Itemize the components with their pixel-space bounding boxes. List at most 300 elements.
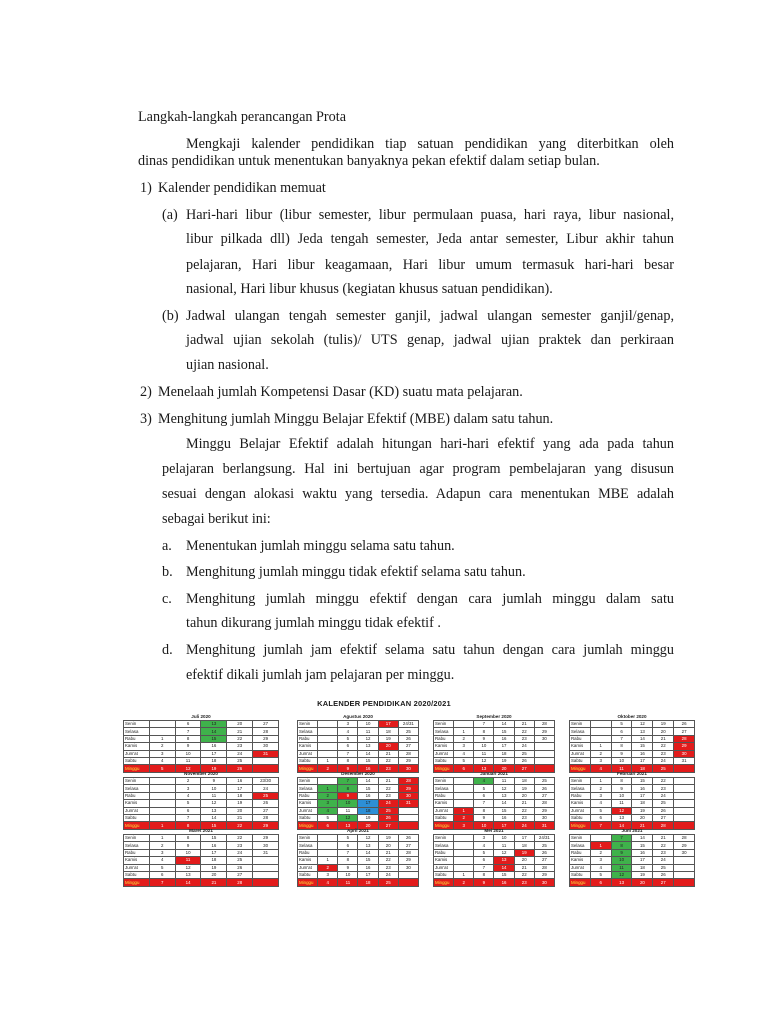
date-cell: 7 bbox=[175, 814, 201, 821]
step-a-marker: a. bbox=[162, 538, 172, 554]
date-cell: 11 bbox=[338, 807, 358, 814]
date-cell: 6 bbox=[175, 721, 201, 728]
date-cell: 28 bbox=[253, 814, 279, 821]
date-cell: 11 bbox=[175, 857, 201, 864]
date-cell: 14 bbox=[358, 778, 378, 785]
date-cell: 21 bbox=[653, 835, 674, 842]
date-cell: 24 bbox=[253, 785, 279, 792]
calendar-week-row bbox=[434, 800, 555, 807]
calendar-month bbox=[123, 714, 279, 773]
date-cell: 3 bbox=[318, 800, 338, 807]
date-cell: 23 bbox=[378, 864, 398, 871]
month-name: Mei 2021 bbox=[484, 828, 504, 833]
day-name: Sabtu bbox=[298, 871, 318, 878]
date-cell: 26 bbox=[534, 785, 554, 792]
date-cell: 12 bbox=[358, 835, 378, 842]
date-cell: 19 bbox=[514, 785, 534, 792]
day-name: Selasa bbox=[434, 842, 454, 849]
date-cell: 22 bbox=[653, 778, 674, 785]
day-name: Selasa bbox=[570, 785, 591, 792]
date-cell: 6 bbox=[318, 822, 338, 829]
date-cell: 25 bbox=[227, 757, 253, 764]
calendar-week-row bbox=[124, 807, 279, 814]
date-cell: 11 bbox=[494, 842, 514, 849]
calendar-week-row bbox=[298, 857, 419, 864]
item-1a-marker: (a) bbox=[162, 207, 178, 223]
date-cell: 6 bbox=[611, 728, 632, 735]
date-cell: 14 bbox=[494, 864, 514, 871]
date-cell: 11 bbox=[611, 864, 632, 871]
date-cell: 19 bbox=[494, 757, 514, 764]
date-cell: 13 bbox=[175, 871, 201, 878]
date-cell: 9 bbox=[175, 842, 201, 849]
date-cell: 17 bbox=[227, 785, 253, 792]
date-cell: 9 bbox=[474, 814, 494, 821]
date-cell: 16 bbox=[494, 814, 514, 821]
date-cell: 9 bbox=[611, 785, 632, 792]
date-cell: 25 bbox=[398, 728, 418, 735]
day-name: Sabtu bbox=[434, 871, 454, 878]
item-1b-marker: (b) bbox=[162, 308, 179, 324]
date-cell: 15 bbox=[494, 871, 514, 878]
calendar-week-row bbox=[434, 728, 555, 735]
date-cell: 4 bbox=[474, 778, 494, 785]
date-cell: 8 bbox=[611, 778, 632, 785]
day-name: Jum'at bbox=[570, 750, 591, 757]
date-cell: 26 bbox=[253, 800, 279, 807]
date-cell bbox=[398, 871, 418, 878]
date-cell: 27 bbox=[253, 721, 279, 728]
date-cell: 15 bbox=[632, 778, 653, 785]
date-cell: 19 bbox=[378, 835, 398, 842]
date-cell: 15 bbox=[632, 842, 653, 849]
calendar-week-row bbox=[434, 814, 555, 821]
date-cell: 15 bbox=[632, 743, 653, 750]
date-cell: 9 bbox=[201, 778, 227, 785]
date-cell: 22 bbox=[378, 757, 398, 764]
date-cell: 29 bbox=[674, 743, 695, 750]
day-name: Selasa bbox=[124, 728, 150, 735]
day-name: Sabtu bbox=[434, 814, 454, 821]
month-name: September 2020 bbox=[476, 714, 512, 719]
date-cell: 7 bbox=[590, 822, 611, 829]
date-cell bbox=[590, 735, 611, 742]
date-cell: 11 bbox=[175, 757, 201, 764]
date-cell: 11 bbox=[611, 765, 632, 772]
date-cell: 25 bbox=[378, 807, 398, 814]
date-cell bbox=[318, 728, 338, 735]
date-cell bbox=[454, 835, 474, 842]
date-cell: 17 bbox=[632, 792, 653, 799]
date-cell: 22 bbox=[514, 871, 534, 878]
calendar-month bbox=[123, 771, 279, 830]
date-cell: 19 bbox=[201, 864, 227, 871]
date-cell: 4 bbox=[175, 792, 201, 799]
date-cell bbox=[318, 735, 338, 742]
date-cell: 12 bbox=[175, 765, 201, 772]
day-name: Kamis bbox=[124, 857, 150, 864]
date-cell: 22 bbox=[378, 857, 398, 864]
date-cell: 3 bbox=[454, 743, 474, 750]
step-d-marker: d. bbox=[162, 642, 173, 658]
date-cell: 27 bbox=[534, 857, 554, 864]
day-name: Minggu bbox=[570, 822, 591, 829]
day-name: Kamis bbox=[298, 743, 318, 750]
date-cell bbox=[149, 800, 175, 807]
date-cell bbox=[318, 849, 338, 856]
date-cell: 30 bbox=[253, 842, 279, 849]
date-cell: 30 bbox=[253, 743, 279, 750]
item-1a-line-1: Hari-hari libur (libur semester, libur permulaan puasa, hari raya, libur nasional, bbox=[186, 207, 674, 223]
calendar-week-row bbox=[124, 842, 279, 849]
day-name: Selasa bbox=[570, 728, 591, 735]
item-3-para-line-2: pelajaran berlangsung. Hal ini bertujuan agar program pembelajaran yang disusun bbox=[162, 461, 674, 477]
date-cell: 1 bbox=[590, 842, 611, 849]
date-cell: 3 bbox=[149, 849, 175, 856]
day-name: Rabu bbox=[434, 792, 454, 799]
calendar-week-row bbox=[570, 728, 695, 735]
date-cell: 29 bbox=[398, 785, 418, 792]
date-cell bbox=[674, 807, 695, 814]
calendar-week-row bbox=[570, 785, 695, 792]
date-cell: 12 bbox=[201, 800, 227, 807]
date-cell: 17 bbox=[494, 743, 514, 750]
date-cell: 26 bbox=[514, 757, 534, 764]
date-cell: 23 bbox=[653, 849, 674, 856]
item-1b-line-2: jadwal ujian sekolah (tulis)/ UTS genap, jadwal ujian praktek dan perkiraan bbox=[186, 332, 674, 348]
date-cell: 10 bbox=[175, 750, 201, 757]
calendar-week-row bbox=[570, 735, 695, 742]
date-cell: 20 bbox=[632, 814, 653, 821]
day-name: Jum'at bbox=[434, 864, 454, 871]
date-cell: 24 bbox=[514, 822, 534, 829]
date-cell: 26 bbox=[227, 765, 253, 772]
date-cell: 14 bbox=[632, 735, 653, 742]
date-cell: 3 bbox=[338, 721, 358, 728]
month-name: Desember 2020 bbox=[341, 771, 375, 776]
date-cell: 1 bbox=[590, 778, 611, 785]
date-cell: 23 bbox=[653, 750, 674, 757]
date-cell: 1 bbox=[590, 743, 611, 750]
intro-line-2: dinas pendidikan untuk menentukan banyaknya pekan efektif dalam setiap bulan. bbox=[138, 153, 600, 169]
date-cell: 12 bbox=[358, 735, 378, 742]
day-name: Senin bbox=[434, 721, 454, 728]
date-cell: 19 bbox=[378, 735, 398, 742]
calendar-week-row bbox=[124, 735, 279, 742]
date-cell: 28 bbox=[398, 778, 418, 785]
date-cell: 1 bbox=[149, 835, 175, 842]
date-cell: 28 bbox=[534, 721, 554, 728]
date-cell: 5 bbox=[611, 721, 632, 728]
date-cell: 21 bbox=[378, 750, 398, 757]
day-name: Rabu bbox=[570, 792, 591, 799]
calendar-week-row bbox=[124, 879, 279, 886]
date-cell: 10 bbox=[201, 785, 227, 792]
calendar-week-row bbox=[124, 814, 279, 821]
date-cell: 28 bbox=[534, 800, 554, 807]
date-cell: 15 bbox=[494, 728, 514, 735]
date-cell: 29 bbox=[674, 842, 695, 849]
item-3-para-line-1: Minggu Belajar Efektif adalah hitungan hari-hari efektif yang ada pada tahun bbox=[186, 436, 674, 452]
date-cell: 10 bbox=[338, 871, 358, 878]
date-cell: 26 bbox=[653, 871, 674, 878]
item-2-number: 2) bbox=[140, 384, 152, 400]
calendar-week-row bbox=[570, 800, 695, 807]
date-cell: 2 bbox=[175, 778, 201, 785]
date-cell: 24 bbox=[378, 800, 398, 807]
date-cell: 23 bbox=[514, 879, 534, 886]
date-cell: 20 bbox=[358, 822, 378, 829]
day-name: Sabtu bbox=[570, 871, 591, 878]
date-cell: 29 bbox=[534, 728, 554, 735]
date-cell: 3 bbox=[318, 871, 338, 878]
day-name: Jum'at bbox=[434, 750, 454, 757]
date-cell: 19 bbox=[227, 800, 253, 807]
date-cell: 18 bbox=[632, 765, 653, 772]
date-cell: 29 bbox=[253, 735, 279, 742]
calendar-week-row bbox=[298, 807, 419, 814]
calendar-week-row bbox=[124, 728, 279, 735]
calendar-week-row bbox=[570, 750, 695, 757]
day-name: Kamis bbox=[570, 743, 591, 750]
date-cell: 24 bbox=[514, 743, 534, 750]
date-cell bbox=[674, 778, 695, 785]
date-cell: 16 bbox=[632, 785, 653, 792]
date-cell: 13 bbox=[494, 792, 514, 799]
date-cell: 22 bbox=[227, 822, 253, 829]
date-cell: 7 bbox=[175, 728, 201, 735]
date-cell: 6 bbox=[474, 792, 494, 799]
date-cell: 25 bbox=[227, 857, 253, 864]
date-cell: 25 bbox=[378, 879, 398, 886]
date-cell: 27 bbox=[253, 807, 279, 814]
calendar-week-row bbox=[298, 728, 419, 735]
date-cell: 8 bbox=[175, 735, 201, 742]
date-cell: 5 bbox=[474, 849, 494, 856]
item-1b-line-3: ujian nasional. bbox=[186, 357, 269, 373]
date-cell: 5 bbox=[590, 807, 611, 814]
date-cell: 18 bbox=[514, 778, 534, 785]
date-cell: 22 bbox=[378, 785, 398, 792]
date-cell bbox=[454, 785, 474, 792]
calendar-month bbox=[297, 714, 419, 773]
date-cell: 14 bbox=[358, 849, 378, 856]
date-cell: 4 bbox=[338, 728, 358, 735]
date-cell: 11 bbox=[611, 800, 632, 807]
date-cell: 25 bbox=[653, 864, 674, 871]
calendar-week-row bbox=[124, 743, 279, 750]
day-name: Kamis bbox=[434, 800, 454, 807]
date-cell: 28 bbox=[227, 879, 253, 886]
date-cell: 23 bbox=[378, 765, 398, 772]
date-cell: 8 bbox=[611, 842, 632, 849]
date-cell: 12 bbox=[611, 807, 632, 814]
calendar-week-row bbox=[124, 864, 279, 871]
date-cell: 7 bbox=[338, 778, 358, 785]
calendar-week-row bbox=[570, 842, 695, 849]
date-cell: 26 bbox=[398, 735, 418, 742]
date-cell bbox=[454, 842, 474, 849]
date-cell: 31 bbox=[253, 750, 279, 757]
date-cell: 20 bbox=[514, 857, 534, 864]
date-cell: 20 bbox=[201, 871, 227, 878]
step-b-line-1: Menghitung jumlah minggu tidak efektif selama satu tahun. bbox=[186, 564, 526, 580]
date-cell: 25 bbox=[534, 842, 554, 849]
intro-line-1: Mengkaji kalender pendidikan tiap satuan pendidikan yang diterbitkan oleh bbox=[186, 136, 674, 152]
day-name: Minggu bbox=[124, 879, 150, 886]
date-cell: 27 bbox=[398, 842, 418, 849]
date-cell: 28 bbox=[653, 822, 674, 829]
date-cell: 9 bbox=[474, 735, 494, 742]
date-cell bbox=[253, 871, 279, 878]
date-cell: 6 bbox=[338, 743, 358, 750]
calendar-week-row bbox=[124, 721, 279, 728]
calendar-week-row bbox=[124, 750, 279, 757]
date-cell: 11 bbox=[201, 792, 227, 799]
date-cell: 18 bbox=[358, 879, 378, 886]
day-name: Selasa bbox=[570, 842, 591, 849]
date-cell: 24 bbox=[653, 792, 674, 799]
date-cell: 4 bbox=[149, 857, 175, 864]
date-cell: 7 bbox=[474, 864, 494, 871]
day-name: Kamis bbox=[298, 800, 318, 807]
date-cell bbox=[318, 778, 338, 785]
calendar-week-row bbox=[298, 750, 419, 757]
date-cell: 30 bbox=[674, 750, 695, 757]
calendar-week-row bbox=[570, 778, 695, 785]
date-cell: 8 bbox=[175, 822, 201, 829]
date-cell: 14 bbox=[201, 728, 227, 735]
date-cell: 6 bbox=[474, 857, 494, 864]
day-name: Jum'at bbox=[124, 864, 150, 871]
date-cell: 1 bbox=[318, 785, 338, 792]
date-cell bbox=[534, 757, 554, 764]
item-1-text: Kalender pendidikan memuat bbox=[158, 180, 326, 196]
calendar-week-row bbox=[124, 785, 279, 792]
date-cell: 13 bbox=[358, 743, 378, 750]
date-cell bbox=[674, 792, 695, 799]
date-cell: 8 bbox=[338, 857, 358, 864]
day-name: Selasa bbox=[298, 842, 318, 849]
date-cell: 6 bbox=[149, 871, 175, 878]
date-cell: 16 bbox=[358, 792, 378, 799]
date-cell: 10 bbox=[494, 835, 514, 842]
date-cell: 26 bbox=[398, 835, 418, 842]
date-cell: 10 bbox=[474, 822, 494, 829]
date-cell: 28 bbox=[398, 750, 418, 757]
date-cell: 5 bbox=[338, 835, 358, 842]
date-cell bbox=[398, 814, 418, 821]
date-cell: 30 bbox=[534, 879, 554, 886]
date-cell: 28 bbox=[534, 864, 554, 871]
day-name: Selasa bbox=[298, 728, 318, 735]
date-cell: 14 bbox=[494, 800, 514, 807]
day-name: Kamis bbox=[570, 800, 591, 807]
date-cell: 20 bbox=[653, 728, 674, 735]
date-cell bbox=[674, 785, 695, 792]
date-cell: 15 bbox=[494, 807, 514, 814]
date-cell: 18 bbox=[201, 757, 227, 764]
date-cell: 15 bbox=[358, 757, 378, 764]
date-cell: 4 bbox=[590, 765, 611, 772]
day-name: Rabu bbox=[124, 849, 150, 856]
date-cell: 1 bbox=[454, 728, 474, 735]
date-cell: 26 bbox=[378, 814, 398, 821]
date-cell: 17 bbox=[201, 750, 227, 757]
day-name: Kamis bbox=[124, 743, 150, 750]
date-cell: 12 bbox=[338, 814, 358, 821]
day-name: Minggu bbox=[124, 765, 150, 772]
item-3-para-line-3: sesuai dengan alokasi waktu yang tersedia. Adapun cara menentukan MBE adalah bbox=[162, 486, 674, 502]
date-cell: 18 bbox=[378, 728, 398, 735]
date-cell bbox=[318, 750, 338, 757]
day-name: Minggu bbox=[570, 765, 591, 772]
calendar-month bbox=[569, 714, 695, 773]
item-1-number: 1) bbox=[140, 180, 152, 196]
date-cell: 2 bbox=[318, 765, 338, 772]
calendar-week-row bbox=[298, 842, 419, 849]
date-cell: 17 bbox=[201, 849, 227, 856]
date-cell: 21 bbox=[653, 735, 674, 742]
calendar-month bbox=[569, 828, 695, 887]
date-cell: 13 bbox=[358, 842, 378, 849]
date-cell: 17 bbox=[514, 835, 534, 842]
date-cell: 19 bbox=[201, 765, 227, 772]
date-cell bbox=[454, 778, 474, 785]
date-cell: 16 bbox=[358, 765, 378, 772]
date-cell bbox=[318, 835, 338, 842]
day-name: Minggu bbox=[124, 822, 150, 829]
date-cell: 13 bbox=[611, 814, 632, 821]
date-cell: 21 bbox=[378, 778, 398, 785]
date-cell: 28 bbox=[674, 835, 695, 842]
day-name: Sabtu bbox=[124, 814, 150, 821]
calendar-week-row bbox=[298, 743, 419, 750]
date-cell: 15 bbox=[358, 857, 378, 864]
date-cell: 13 bbox=[474, 765, 494, 772]
date-cell: 22 bbox=[514, 807, 534, 814]
calendar-week-row bbox=[298, 721, 419, 728]
day-name: Sabtu bbox=[298, 814, 318, 821]
date-cell bbox=[398, 807, 418, 814]
calendar-week-row bbox=[434, 842, 555, 849]
date-cell bbox=[318, 721, 338, 728]
date-cell: 18 bbox=[358, 807, 378, 814]
calendar-month bbox=[433, 714, 555, 773]
date-cell: 24 bbox=[378, 871, 398, 878]
date-cell: 21 bbox=[632, 822, 653, 829]
page-heading: Langkah-langkah perancangan Prota bbox=[138, 109, 346, 125]
date-cell: 20 bbox=[378, 743, 398, 750]
date-cell: 24 bbox=[227, 849, 253, 856]
date-cell: 19 bbox=[632, 871, 653, 878]
calendar-month bbox=[123, 828, 279, 887]
calendar-week-row bbox=[298, 778, 419, 785]
date-cell: 4 bbox=[590, 864, 611, 871]
date-cell: 14 bbox=[494, 721, 514, 728]
date-cell bbox=[454, 857, 474, 864]
day-name: Jum'at bbox=[124, 750, 150, 757]
date-cell: 10 bbox=[175, 849, 201, 856]
date-cell: 3 bbox=[590, 792, 611, 799]
day-name: Rabu bbox=[124, 735, 150, 742]
date-cell: 18 bbox=[632, 864, 653, 871]
calendar-week-row bbox=[570, 792, 695, 799]
date-cell: 8 bbox=[338, 757, 358, 764]
date-cell: 10 bbox=[611, 757, 632, 764]
day-name: Rabu bbox=[124, 792, 150, 799]
date-cell: 22 bbox=[227, 735, 253, 742]
